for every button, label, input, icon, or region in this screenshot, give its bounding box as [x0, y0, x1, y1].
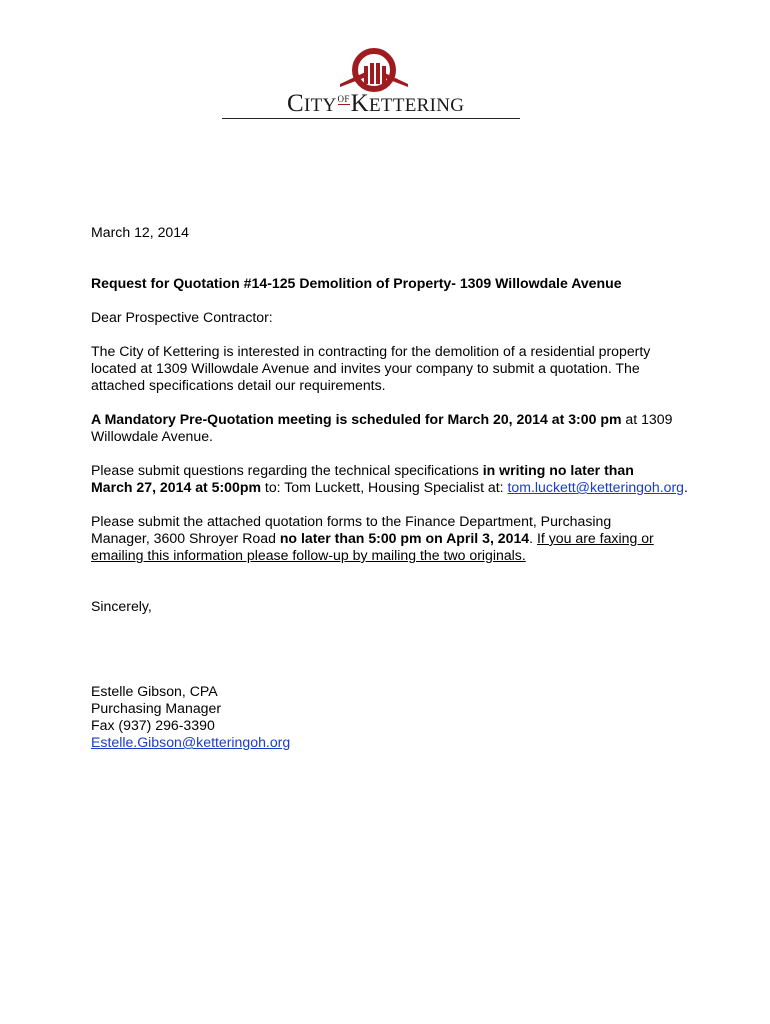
questions-deadline: March 27, 2014 at 5:00pm [91, 479, 261, 495]
intro-line: attached specifications detail our requirements. [91, 377, 386, 393]
signature-block [91, 683, 691, 751]
city-wordmark: CITYOFKETTERING [287, 90, 465, 117]
intro-line: The City of Kettering is interested in contracting for the demolition of a residential property [91, 343, 651, 359]
signature-fax: Fax (937) 296-3390 [91, 717, 215, 733]
signature-name: Estelle Gibson, CPA [91, 683, 218, 699]
submit-line: Please submit the attached quotation forms to the Finance Department, Purchasing [91, 513, 612, 529]
meeting-line: Willowdale Avenue. [91, 428, 213, 444]
signature-email-line [91, 734, 691, 751]
submit-line [91, 530, 691, 547]
submit-line: emailing this information please follow-up by mailing the two originals. [91, 547, 526, 563]
questions-contact-text: to: Tom Luckett, Housing Specialist at: [261, 479, 508, 495]
letter-salutation: Dear Prospective Contractor: [91, 309, 273, 325]
meeting-line [91, 411, 691, 428]
letter-body [91, 224, 691, 751]
letterhead [0, 0, 770, 130]
questions-line [91, 462, 691, 479]
signature-email-link[interactable]: Estelle.Gibson@ketteringoh.org [91, 734, 291, 750]
submit-address-text: Manager, 3600 Shroyer Road [91, 530, 280, 546]
questions-line [91, 479, 691, 496]
letterhead-rule [222, 118, 520, 119]
intro-paragraph [91, 343, 691, 394]
meeting-paragraph [91, 411, 691, 445]
letter-subject: Request for Quotation #14-125 Demolition of Property- 1309 Willowdale Avenue [91, 275, 622, 291]
meeting-rest-text: at 1309 [621, 411, 673, 427]
contact-email-link[interactable]: tom.luckett@ketteringoh.org [507, 479, 684, 495]
questions-paragraph [91, 462, 691, 496]
signature-title: Purchasing Manager [91, 700, 222, 716]
intro-line: located at 1309 Willowdale Avenue and invites your company to submit a quotation. The [91, 360, 640, 376]
questions-text: Please submit questions regarding the technical specifications [91, 462, 483, 478]
letter-date: March 12, 2014 [91, 224, 189, 240]
submit-note-underlined: If you are faxing or [537, 530, 654, 546]
questions-bold-text: in writing no later than [482, 462, 634, 478]
letter-closing: Sincerely, [91, 598, 152, 614]
submit-separator: . [529, 530, 537, 546]
submit-paragraph [91, 513, 691, 564]
submit-deadline: no later than 5:00 pm on April 3, 2014 [279, 530, 530, 546]
meeting-bold-text: A Mandatory Pre-Quotation meeting is scheduled for March 20, 2014 at 3:00 pm [91, 411, 622, 427]
questions-period: . [683, 479, 688, 495]
